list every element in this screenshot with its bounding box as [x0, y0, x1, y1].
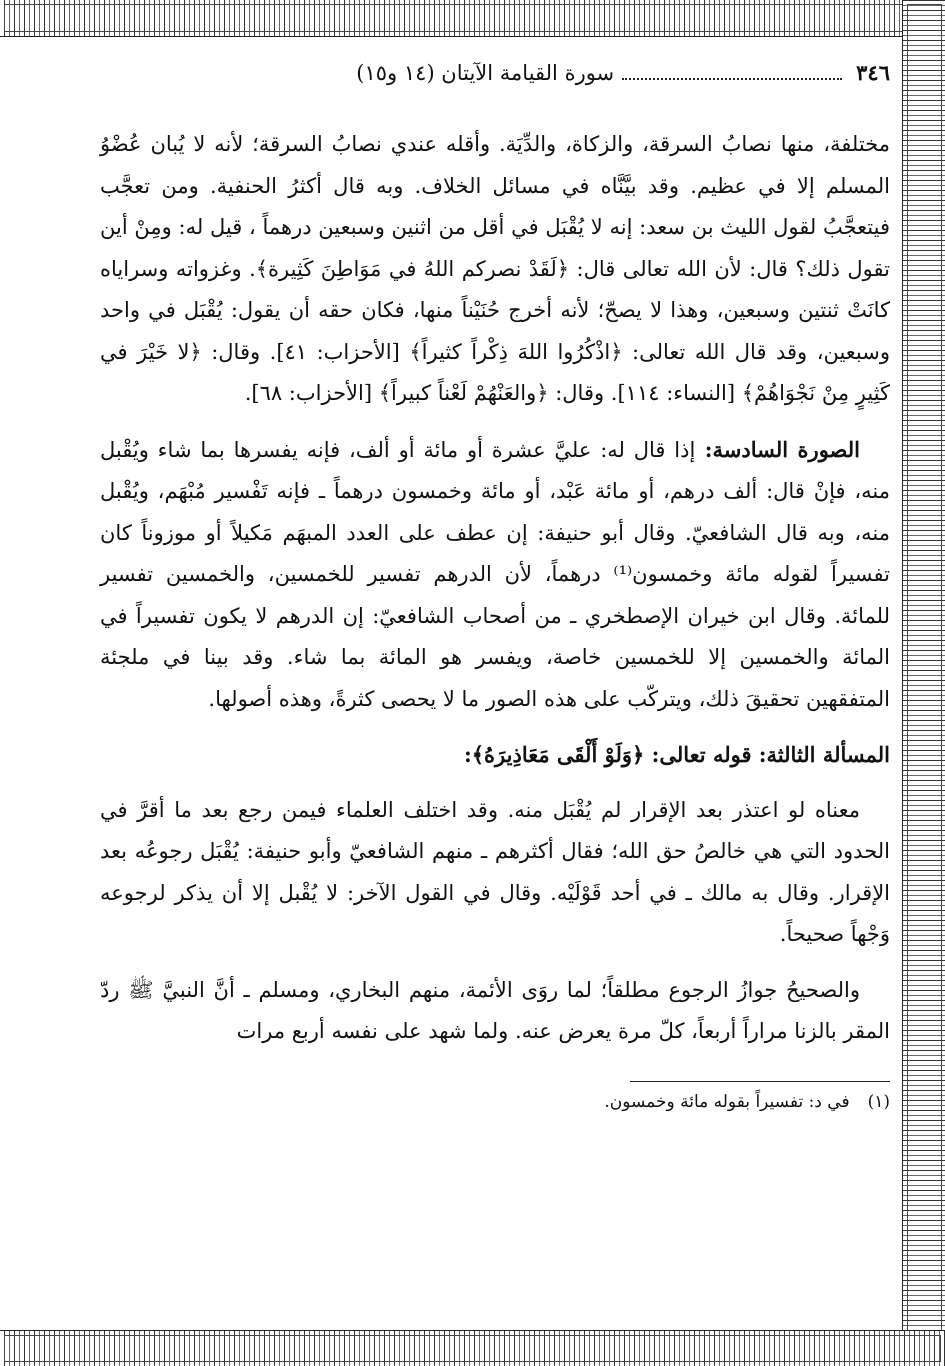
text-line: إلا أن يذكر لرجوعه وَجْهاً صحيحاً. — [100, 880, 890, 946]
text-line: ﴿اذْكُرُوا اللهَ ذِكْراً كثيراً﴾ [الأحزاب: ٤١]. وقال: ﴿لا خَيْرَ في كَثِيرٍ مِنْ — [100, 339, 890, 405]
issue-heading: المسألة الثالثة: قوله تعالى: ﴿وَلَوْ أَلْقَى مَعَاذِيرَهُ﴾: — [464, 742, 890, 767]
text-line: معناه لو اعتذر بعد الإقرار لم يُقْبَل منه. وقد اختلف العلماء فيمن رجع بعد ما أقرَّ — [127, 797, 860, 822]
paragraph-3 — [100, 790, 890, 956]
header-title: سورة القيامة الآيتان (١٤ و١٥) — [356, 61, 615, 85]
paragraph-4 — [100, 970, 890, 1053]
book-page — [100, 60, 890, 1300]
text-line: ومن تعجَّب فيتعجَّبُ لقول الليث بن سعد: إنه لا يُقْبَل في أقل من اثنين وسبعين — [100, 173, 890, 239]
header-dot-leader — [622, 64, 842, 80]
footnote-marker: (١) — [867, 1091, 890, 1112]
text-line: نَجْوَاهُمْ﴾ [النساء: ١١٤]. وقال: ﴿والعَنْهُمْ لَعْناً كبيراً﴾ [الأحزاب: ٦٨]. — [244, 381, 816, 405]
paragraph-2 — [100, 429, 890, 721]
text-line: مُبْهَم، ويُقْبل منه، وبه قال الشافعيّ. وقال أبو حنيفة: إن عطف على العدد المبهَم — [100, 479, 890, 545]
text-line: الشافعيّ: إن الدرهم لا يكون تفسيراً في المائة والخمسين إلا للخمسين خاصة، ويفسر — [100, 603, 890, 669]
decorative-border-top — [0, 0, 945, 37]
footnote-text: في د: تفسيراً بقوله مائة وخمسون. — [604, 1091, 850, 1112]
footnote-separator — [630, 1081, 890, 1082]
text-line: مختلفة، منها نصابُ السرقة، والزكاة، والدِّيَة. وأقله عندي نصابُ السرقة؛ لأنه — [205, 132, 890, 156]
running-header — [100, 60, 890, 110]
text-line: ويُقْبل منه، فإنْ قال: ألف درهم، أو مائة عَبْد، أو مائة وخمسون درهماً ـ فإنه تَفْسير — [100, 437, 891, 503]
decorative-border-right — [902, 0, 945, 1365]
page-number: ٣٤٦ — [856, 60, 890, 85]
text-line: درهماً ، قيل له: ومِنْ أين تقول ذلك؟ قال: لأن الله تعالى قال: ﴿لَقَدْ نصركم اللهُ في — [100, 215, 890, 281]
text-line: مَوَاطِنَ كَثِيرة﴾. وغزواته وسراياه كانَتْ ثنتين وسبعين، وهذا لا يصحّ؛ لأنه أخرج — [100, 256, 890, 322]
text-line: لا يُبان عُضْوُ المسلم إلا في عظيم. وقد بيَّنَّاه في مسائل الخلاف. وبه قال أكثرُ الحنفية. — [100, 132, 890, 198]
text-line: مَكيلاً أو موزوناً كان تفسيراً لقوله مائة وخمسون⁽¹⁾ درهماً، لأن الدرهم تفسير — [100, 520, 890, 586]
text-line: رجوعُه بعد الإقرار. وقال به مالك ـ في أحد قَوْلَيْه. وقال في القول الآخر: لا يُقْبل — [100, 839, 891, 905]
text-line: ما لا يحصى كثرةً، وهذه أصولها. — [208, 686, 480, 711]
section-heading: الصورة السادسة: — [695, 436, 860, 462]
text-line: للخمسين، والخمسين تفسير للمائة. وقال ابن خيران الإصطخري ـ من أصحاب — [100, 562, 890, 628]
decorative-border-bottom — [0, 1330, 945, 1366]
text-line: إذا قال له: عليَّ عشرة أو مائة أو ألف، فإنه يفسرها بما شاء — [148, 437, 696, 462]
text-line: حُنَيْناً منها، فكان حقه أن يقول: يُقْبَل في واحد وسبعين، وقد قال الله تعالى: — [100, 298, 890, 364]
text-line: والصحيحُ جوازُ الرجوع مطلقاً؛ لما روَى الأئمة، منهم البخاري، ومسلم ـ أنَّ النبيَّ — [153, 977, 861, 1002]
footnote — [100, 1092, 890, 1112]
paragraph-1 — [100, 124, 890, 415]
text-line: هو المائة بما شاء. وقد بينا في ملجئة المتفقهين تحقيقَ ذلك، ويتركّب على هذه الصور — [100, 645, 890, 711]
text-line: ﷺ ردّ المقر بالزنا مراراً أربعاً، كلّ مرة يعرض عنه. ولما شهد على نفسه أربع مرات — [100, 977, 890, 1043]
text-line: في الحدود التي هي خالصُ حق الله؛ فقال أكثرهم ـ منهم الشافعيّ وأبو حنيفة: يُقْبَل — [100, 797, 890, 863]
